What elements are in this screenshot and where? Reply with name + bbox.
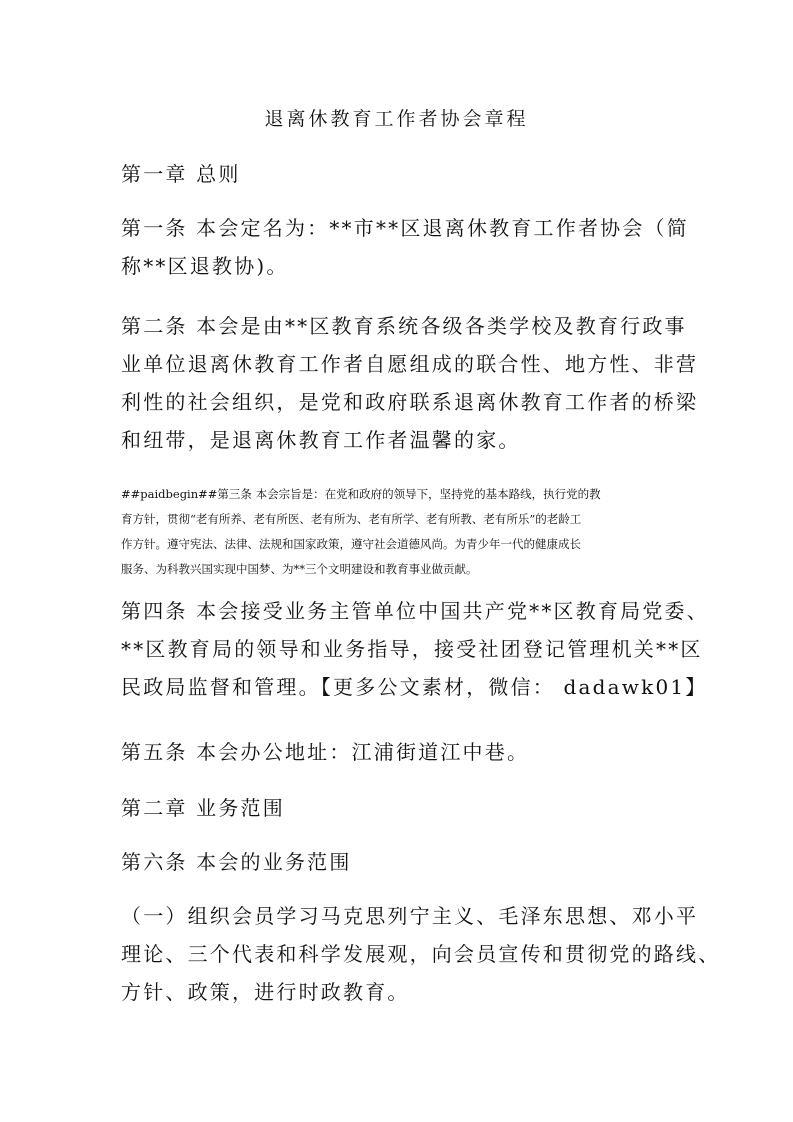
chapter-2-heading <box>121 789 681 827</box>
article-3 <box>121 482 681 582</box>
article-2-line-4: 和纽带，是退离休教育工作者温馨的家。 <box>121 428 521 452</box>
article-6 <box>121 843 681 881</box>
article-3-line-1: ##paidbegin##第三条 本会宗旨是：在党和政府的领导下，坚持党的基本路线，执行党的教 <box>121 487 601 501</box>
article-5-line-1: 第五条 本会办公地址：江浦街道江中巷。 <box>121 740 530 764</box>
chapter-1-heading-text: 第一章 总则 <box>121 162 241 186</box>
article-5 <box>121 733 681 771</box>
article-2-line-1: 第二条 本会是由**区教育系统各级各类学校及教育行政事 <box>121 314 687 338</box>
article-3-line-2: 育方针，贯彻“老有所养、老有所医、老有所为、老有所学、老有所教、老有所乐”的老龄工 <box>121 512 582 526</box>
document-title: 退离休教育工作者协会章程 <box>264 108 529 130</box>
article-2-line-3: 利性的社会组织，是党和政府联系退离休教育工作者的桥梁 <box>121 390 699 414</box>
article-6-line-1: 第六条 本会的业务范围 <box>121 850 352 874</box>
article-2 <box>121 307 699 459</box>
article-4-line-1: 第四条 本会接受业务主管单位中国共产党**区教育局党委、 <box>121 599 709 623</box>
item-1-line-2: 理论、三个代表和科学发展观，向会员宣传和贯彻党的路线、 <box>121 942 721 966</box>
article-3-line-4: 服务、为科教兴国实现中国梦、为**三个文明建设和教育事业做贡献。 <box>121 562 478 576</box>
item-1-line-1: （一）组织会员学习马克思列宁主义、毛泽东思想、邓小平 <box>121 904 699 928</box>
article-1 <box>121 209 689 285</box>
article-4-line-2: **区教育局的领导和业务指导，接受社团登记管理机关**区 <box>121 637 703 661</box>
chapter-1-heading <box>121 155 681 193</box>
article-1-line-1: 第一条 本会定名为：**市**区退离休教育工作者协会（简 <box>121 216 689 240</box>
article-3-line-3: 作方针。遵守宪法、法律、法规和国家政策，遵守社会道德风尚。为青少年一代的健康成长 <box>121 537 581 551</box>
chapter-2-heading-text: 第二章 业务范围 <box>121 796 285 820</box>
item-1 <box>121 897 721 1011</box>
article-4-line-3: 民政局监督和管理。【更多公文素材，微信： dadawk01】 <box>121 675 708 699</box>
item-1-line-3: 方针、政策，进行时政教育。 <box>121 980 410 1004</box>
article-1-line-2: 称**区退教协)。 <box>121 254 289 278</box>
article-2-line-2: 业单位退离休教育工作者自愿组成的联合性、地方性、非营 <box>121 352 699 376</box>
article-4 <box>121 592 709 706</box>
